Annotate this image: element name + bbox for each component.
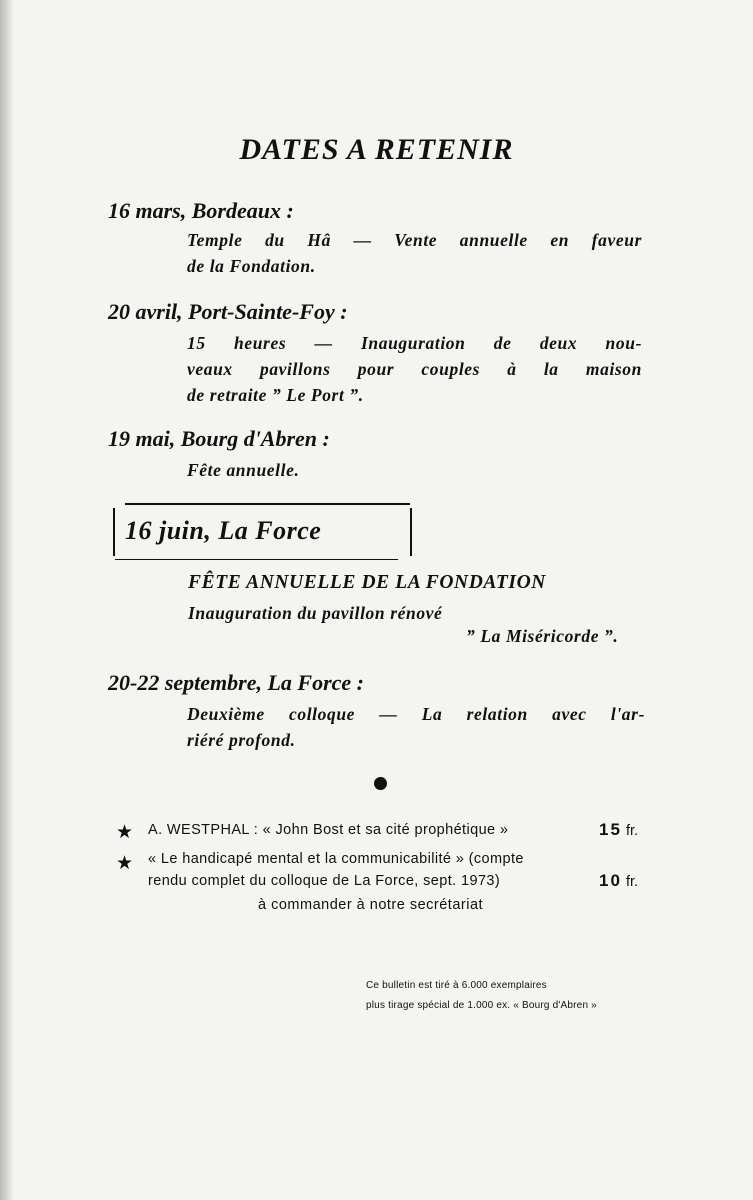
- order-note: à commander à notre secrétariat: [258, 897, 484, 913]
- publication-title: A. WESTPHAL : « John Bost et sa cité prophétique »: [148, 822, 509, 838]
- print-run-note: plus tirage spécial de 1.000 ex. « Bourg d'Abren »: [366, 1000, 597, 1011]
- event-heading: 20-22 septembre, La Force :: [108, 670, 364, 695]
- print-run-note: Ce bulletin est tiré à 6.000 exemplaires: [366, 980, 547, 991]
- event-line: de la Fondation.: [187, 256, 316, 276]
- featured-event-line: ” La Miséricorde ”.: [466, 626, 619, 646]
- star-icon: ★: [116, 853, 134, 874]
- event-line: Fête annuelle.: [187, 460, 300, 480]
- price-unit: fr.: [625, 874, 639, 890]
- page-binding-edge: [0, 0, 14, 1200]
- featured-event-box: [113, 508, 412, 556]
- event-line: de retraite ” Le Port ”.: [187, 385, 364, 405]
- event-heading: 16 mars, Bordeaux :: [108, 198, 294, 223]
- event-description: [187, 457, 642, 483]
- event-line: Deuxième colloque — La relation avec l'ar-: [187, 704, 645, 724]
- publication-title-continued: rendu complet du colloque de La Force, sept. 1973): [148, 873, 501, 889]
- event-description: [187, 330, 642, 408]
- publication-price: [599, 820, 638, 840]
- featured-event-title: FÊTE ANNUELLE DE LA FONDATION: [188, 572, 546, 593]
- price-amount: 10: [599, 871, 622, 890]
- event-line: 15 heures — Inauguration de deux nou-: [187, 333, 642, 353]
- event-line: Temple du Hâ — Vente annuelle en faveur: [187, 230, 642, 250]
- publication-title: « Le handicapé mental et la communicabilité » (compte: [148, 851, 524, 867]
- page-title: DATES A RETENIR: [239, 133, 514, 166]
- price-amount: 15: [599, 820, 622, 839]
- event-heading: 19 mai, Bourg d'Abren :: [108, 426, 330, 451]
- star-icon: ★: [116, 822, 134, 843]
- featured-event-line: Inauguration du pavillon rénové: [188, 603, 443, 623]
- event-line: riéré profond.: [187, 730, 296, 750]
- separator-bullet: [374, 777, 387, 790]
- price-unit: fr.: [625, 823, 639, 839]
- featured-event-heading: 16 juin, La Force: [125, 516, 322, 545]
- event-description: [187, 701, 645, 753]
- event-line: veaux pavillons pour couples à la maison: [187, 359, 642, 379]
- publication-price: [599, 871, 638, 891]
- event-heading: 20 avril, Port-Sainte-Foy :: [108, 299, 348, 324]
- event-description: [187, 227, 642, 279]
